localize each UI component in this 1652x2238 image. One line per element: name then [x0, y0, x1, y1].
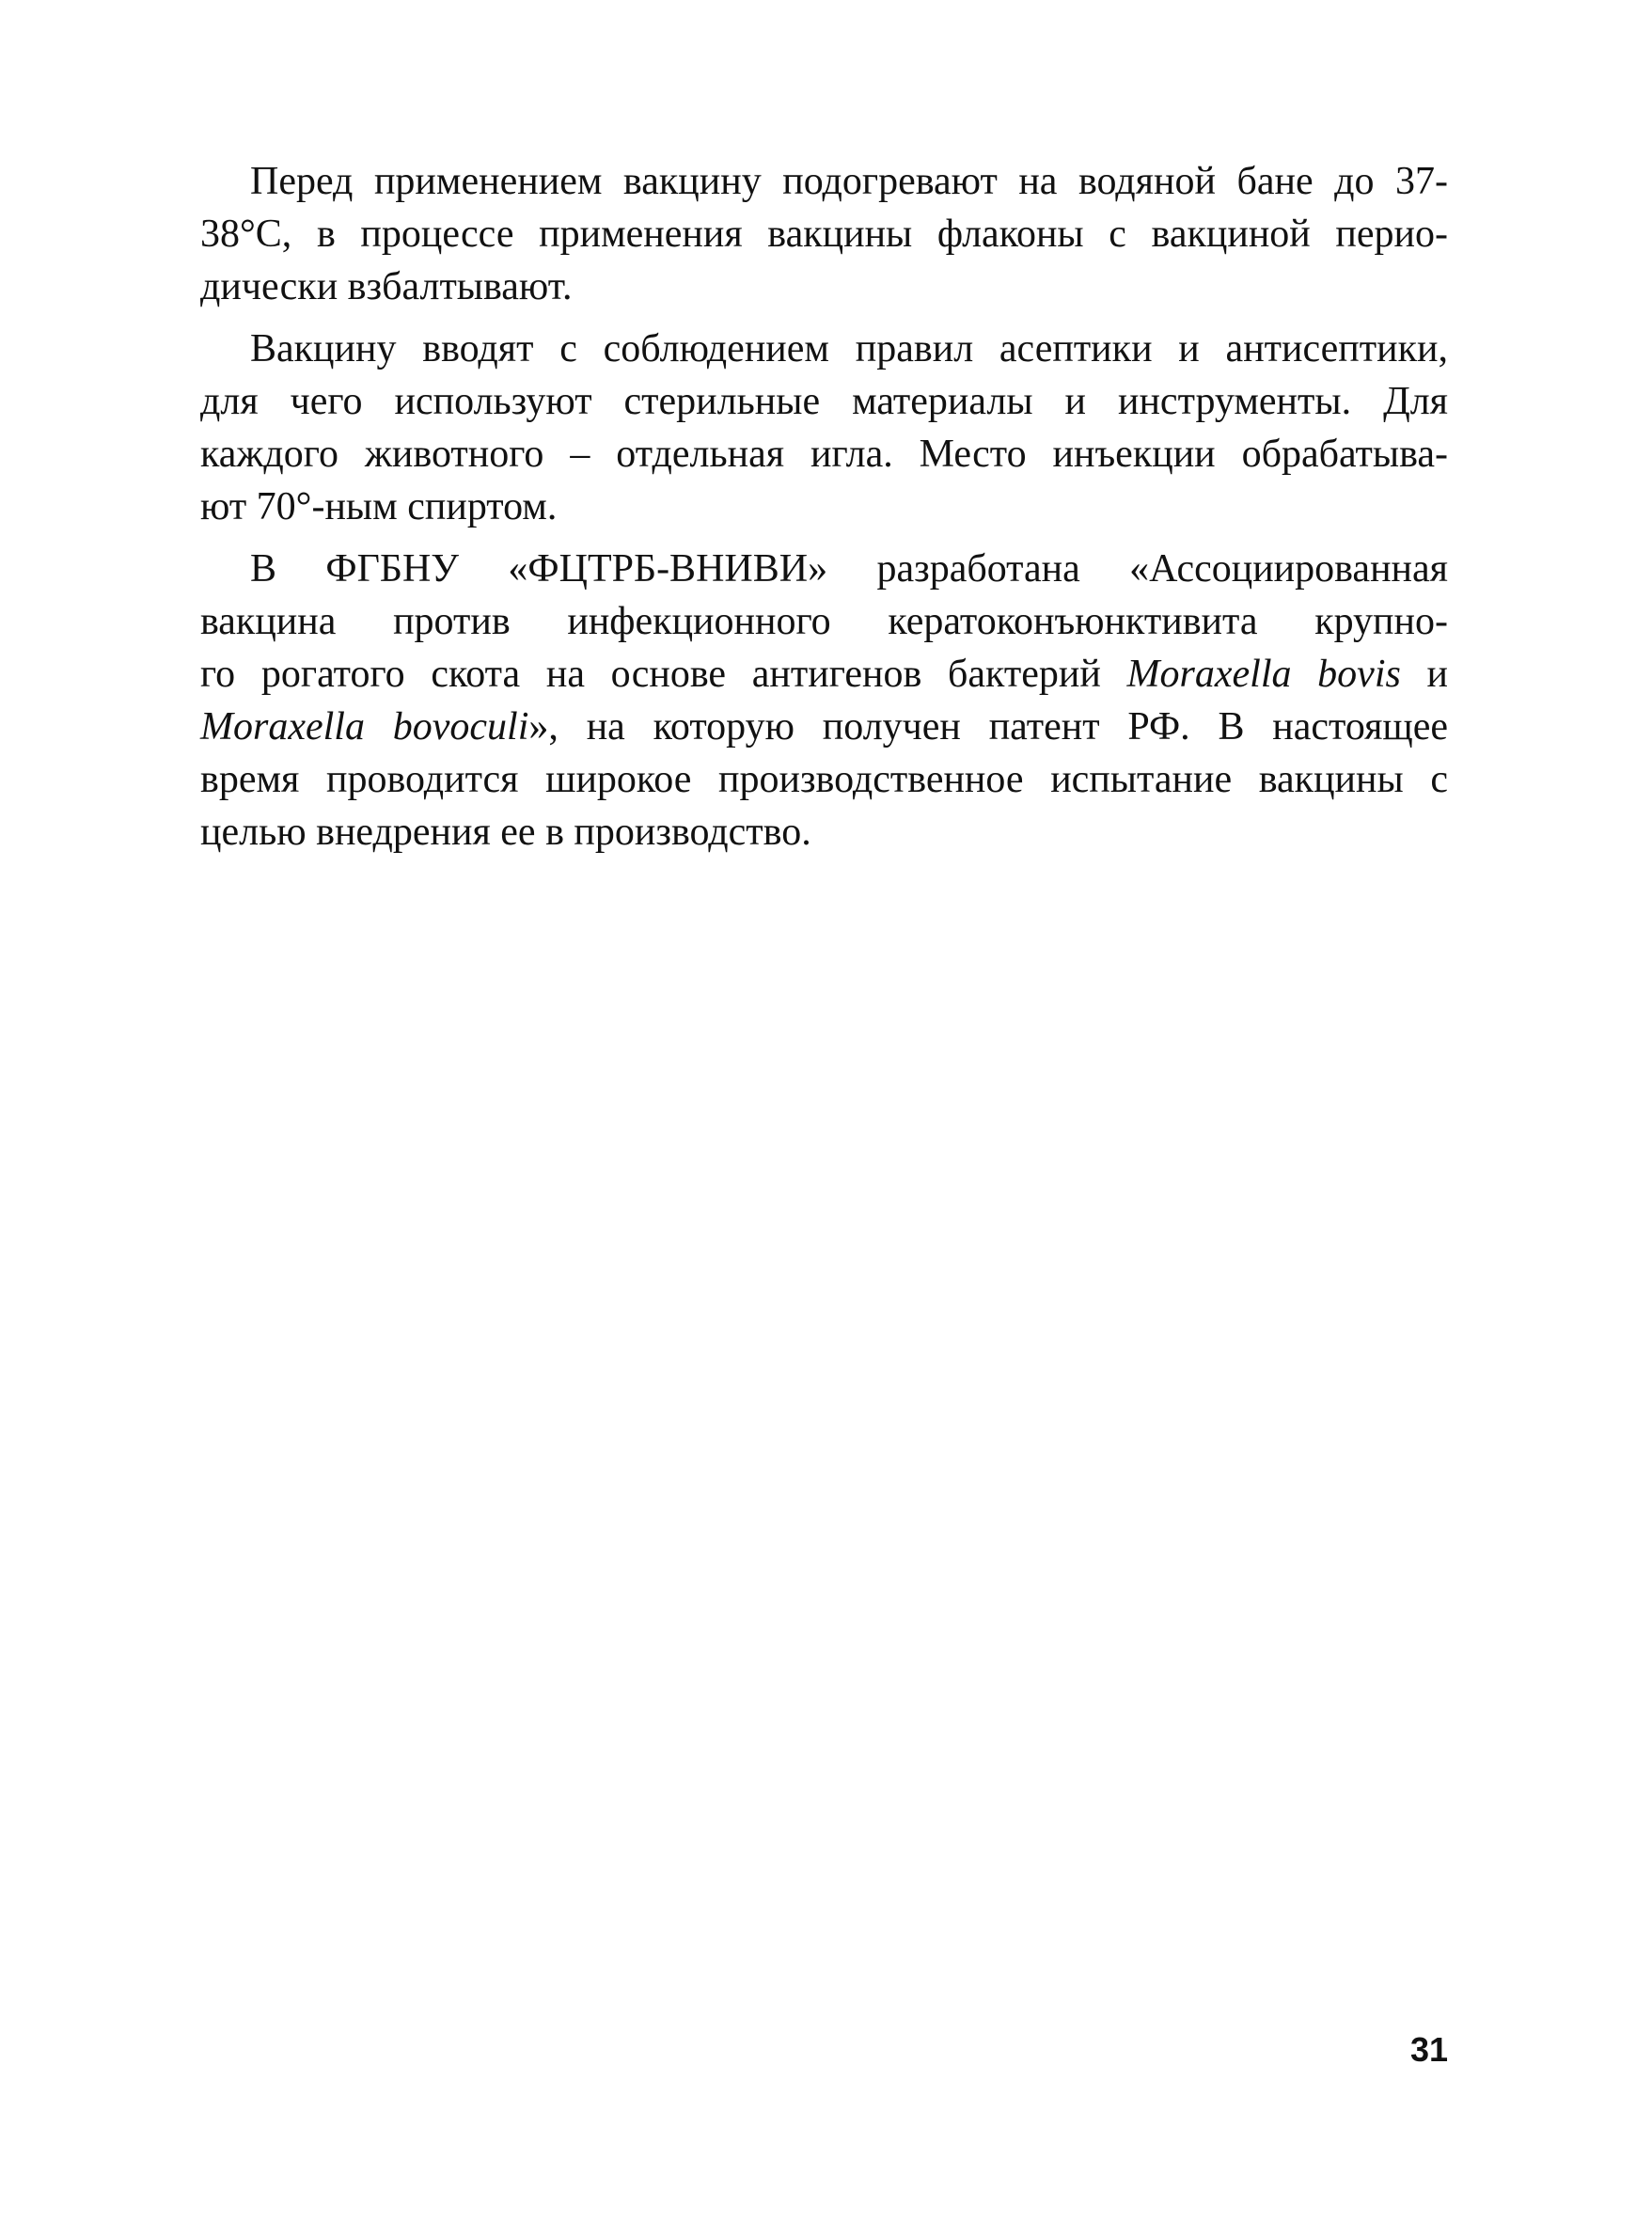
- text-line: для чего используют стерильные материалы и инструменты. Для: [200, 380, 1448, 423]
- species-name-moraxella-bovoculi: Moraxella bovoculi: [200, 705, 529, 749]
- text-line: вакцина против инфекционного кератоконъюнктивита крупно-: [200, 600, 1448, 643]
- text-line: целью внедрения ее в производство.: [200, 811, 811, 854]
- page-number: 31: [1409, 2030, 1448, 2069]
- text-line: 38°C, в процессе применения вакцины флаконы с вакциной перио-: [200, 213, 1448, 256]
- paragraph-vaccine-development: [200, 543, 1448, 859]
- text-line: время проводится широкое производственное испытание вакцины с: [200, 758, 1448, 801]
- text-line: Вакцину вводят с соблюдением правил асептики и антисептики,: [250, 327, 1448, 370]
- text-run: », на которую получен патент РФ. В настоящее: [528, 705, 1449, 749]
- text-line: [200, 648, 1448, 701]
- paragraph-vaccine-warming: [200, 155, 1448, 313]
- text-line: Перед применением вакцину подогревают на водяной бане до 37-: [250, 160, 1448, 203]
- text-line: дически взбалтывают.: [200, 265, 573, 308]
- text-run: и: [1400, 653, 1448, 696]
- species-name-moraxella-bovis: Moraxella bovis: [1126, 653, 1401, 696]
- text-line: ют 70°-ным спиртом.: [200, 485, 558, 528]
- page-body: [200, 155, 1448, 859]
- text-run: го рогатого скота на основе антигенов бактерий: [200, 653, 1127, 696]
- paragraph-aseptic-rules: [200, 323, 1448, 533]
- text-line: В ФГБНУ «ФЦТРБ-ВНИВИ» разработана «Ассоциированная: [250, 547, 1448, 591]
- text-line: каждого животного – отдельная игла. Место инъекции обрабатыва-: [200, 433, 1448, 476]
- text-line: [200, 701, 1448, 753]
